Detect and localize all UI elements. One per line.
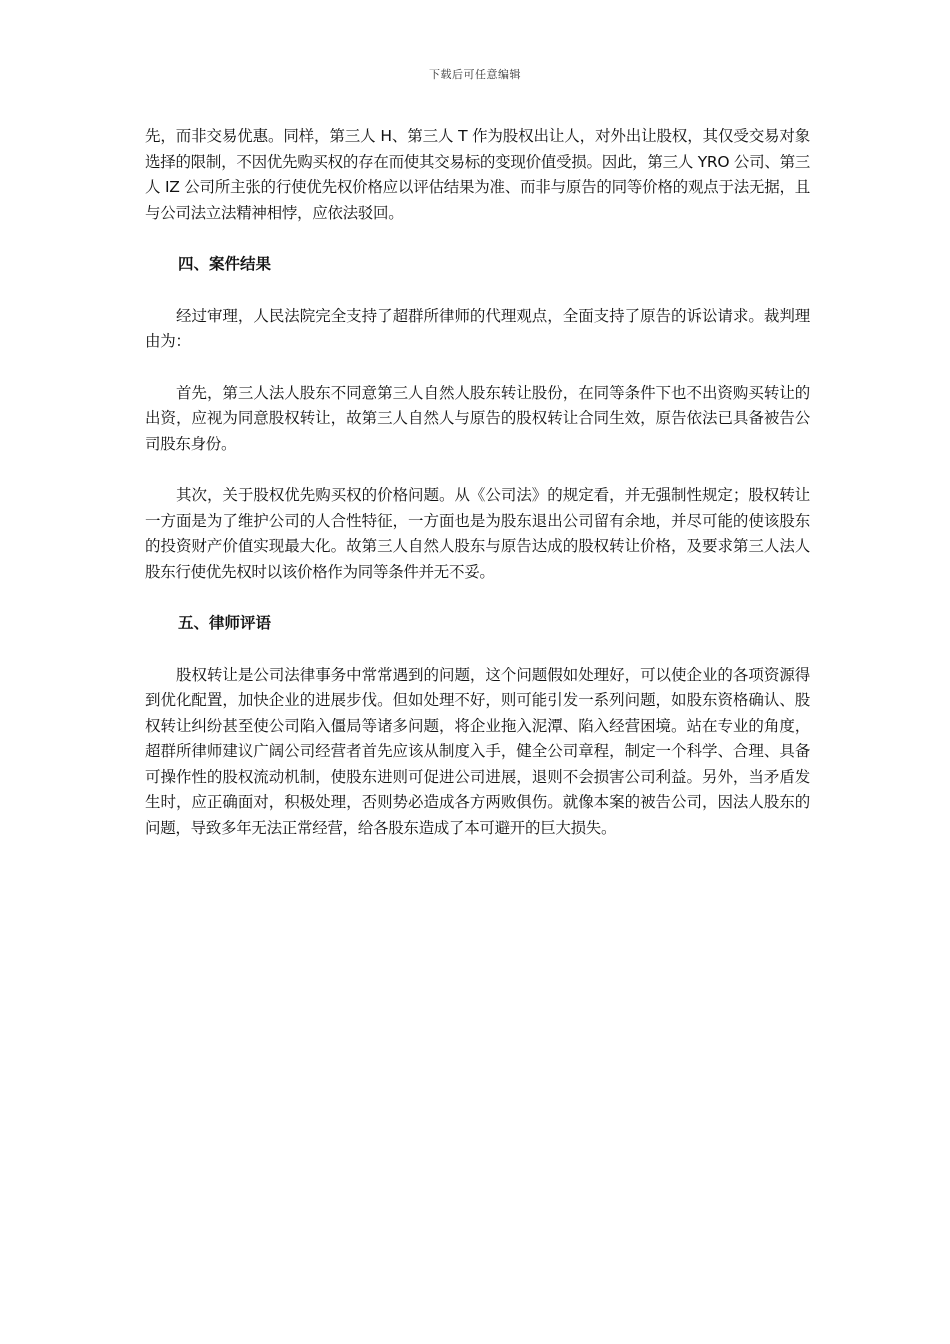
paragraph-first-reason: 首先，第三人法人股东不同意第三人自然人股东转让股份，在同等条件下也不出资购买转让的出资，应视为同意股权转让，故第三人自然人与原告的股权转让合同生效，原告依法已具备被告公司股东身份。 xyxy=(145,383,810,453)
paragraph-lawyer-comment: 股权转让是公司法律事务中常常遇到的问题，这个问题假如处理好，可以使企业的各项资源得到优化配置，加快企业的进展步伐。但如处理不好，则可能引发一系列问题，如股东资格确认、股权转让纠纷甚至使公司陷入僵局等诸多问题，将企业拖入泥潭、陷入经营困境。站在专业的角度，超群所律师建议广阔公司经营者首先应该从制度入手，健全公司章程，制定一个科学、合理、具备可操作性的股权流动机制，使股东进则可促进公司进展，退则不会损害公司利益。另外，当矛盾发生时，应正确面对，积极处理，否则势必造成各方两败俱伤。就像本案的被告公司，因法人股东的问题，导致多年无法正常经营，给各股东造成了本可避开的巨大损失。 xyxy=(145,665,810,837)
paragraph-continuation: 先，而非交易优惠。同样，第三人 H、第三人 T 作为股权出让人，对外出让股权，其仅受交易对象选择的限制，不因优先购买权的存在而使其交易标的变现价值受损。因此，第三人 YRO 公司、第三人 IZ 公司所主张的行使优先权价格应以评估结果为准、而非与原告的同等价格的观点于法无据，且与公司法立法精神相悖，应依法驳回。 xyxy=(145,127,810,222)
paragraph-second-reason: 其次，关于股权优先购买权的价格问题。从《公司法》的规定看，并无强制性规定；股权转让一方面是为了维护公司的人合性特征，一方面也是为股东退出公司留有余地，并尽可能的使该股东的投资财产价值实现最大化。故第三人自然人股东与原告达成的股权转让价格，及要求第三人法人股东行使优先权时以该价格作为同等条件并无不妥。 xyxy=(145,486,810,581)
page-header: 下载后可任意编辑 xyxy=(429,68,521,81)
document-body xyxy=(145,124,810,841)
section-heading-case-result: 四、案件结果 xyxy=(178,255,272,273)
paragraph-trial-outcome: 经过审理，人民法院完全支持了超群所律师的代理观点，全面支持了原告的诉讼请求。裁判理由为： xyxy=(145,306,810,350)
section-heading-lawyer-comment: 五、律师评语 xyxy=(178,614,272,632)
